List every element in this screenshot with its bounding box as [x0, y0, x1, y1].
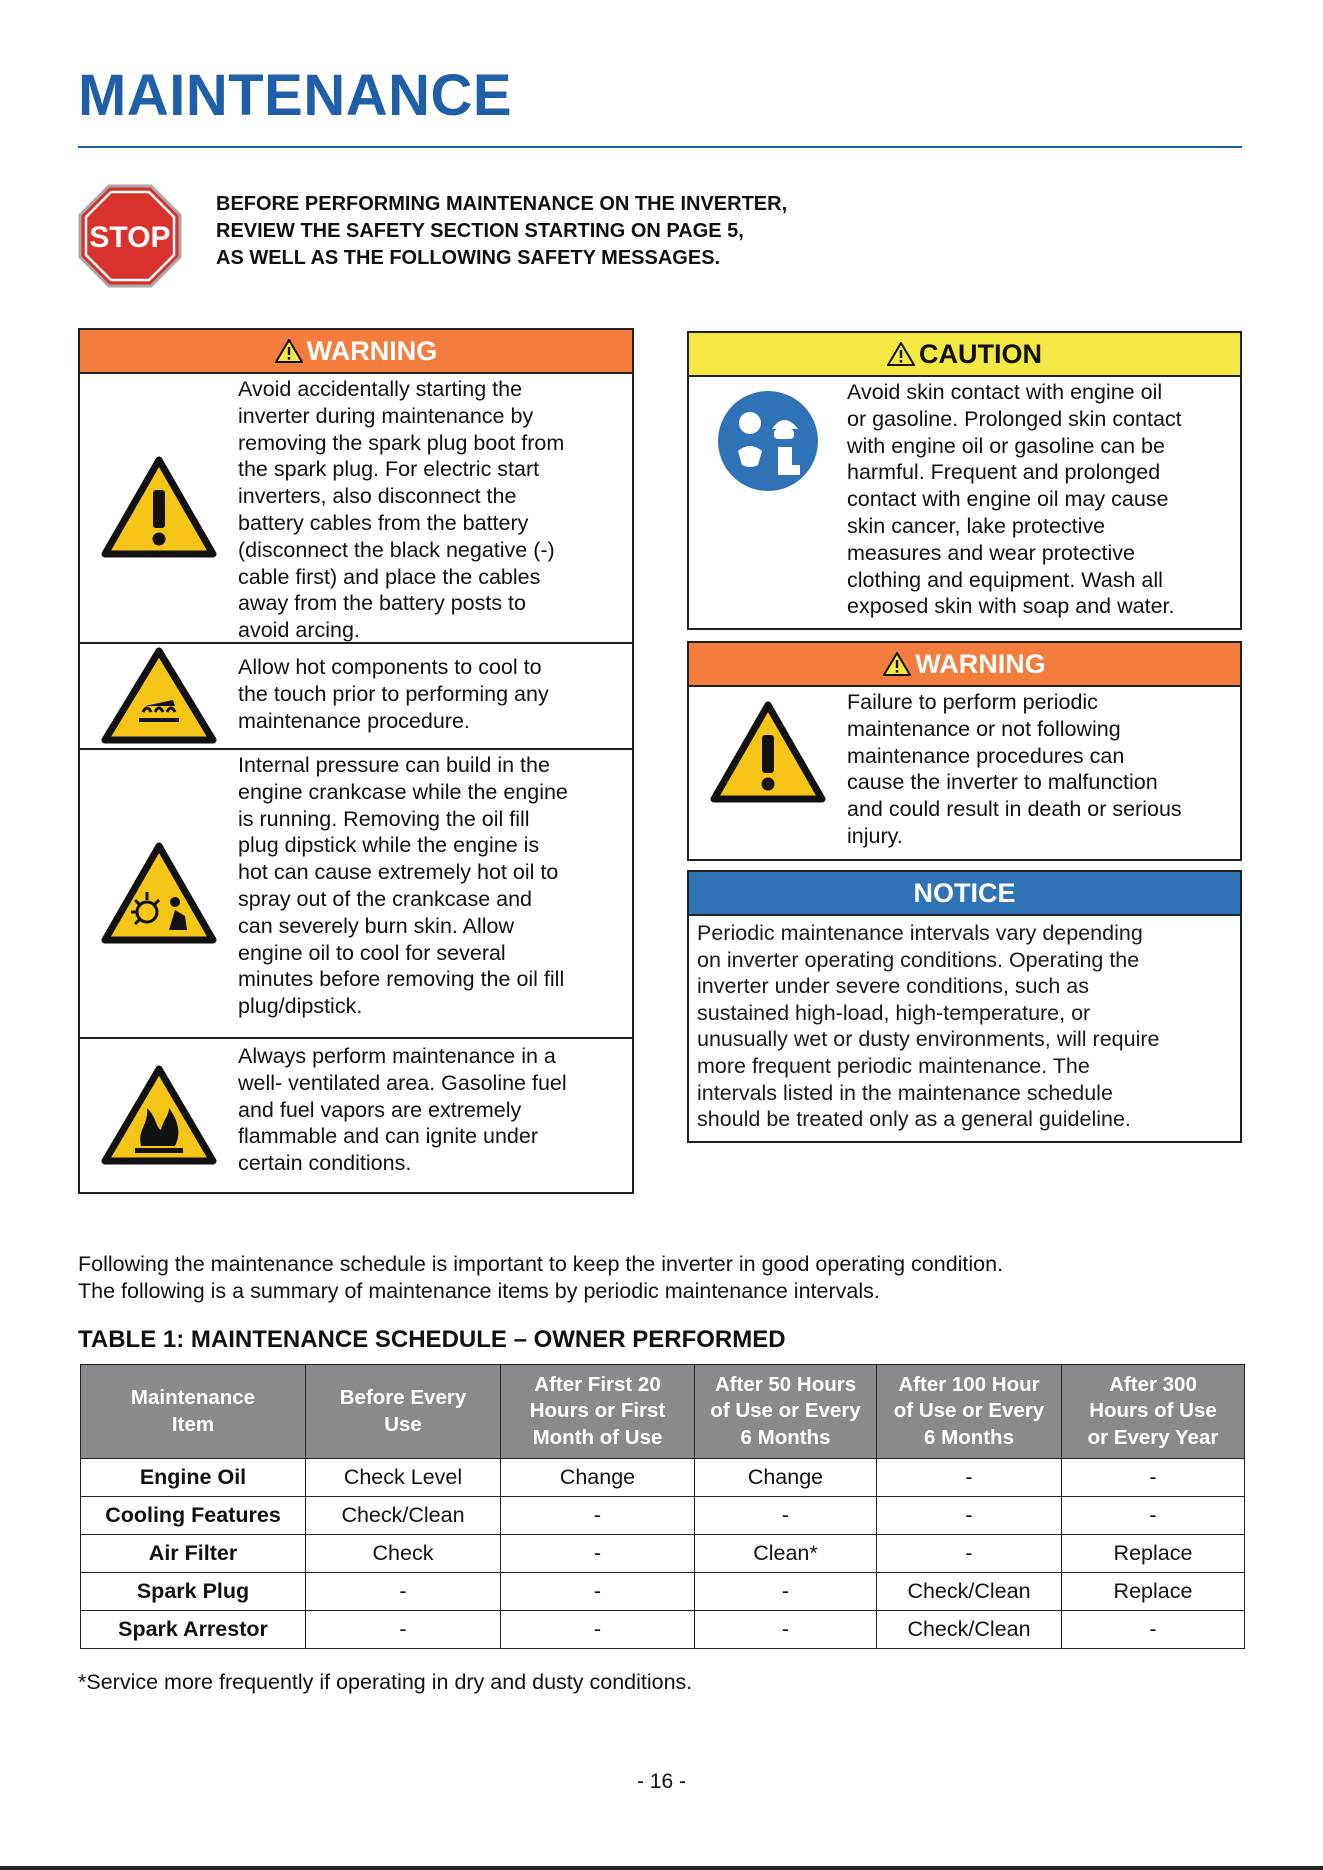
table-cell: -	[501, 1573, 695, 1611]
table-cell: Air Filter	[81, 1535, 306, 1573]
text-line: maintenance procedure.	[238, 708, 470, 733]
text-line: Avoid accidentally starting the	[238, 377, 523, 401]
column-header: After 50 Hours of Use or Every 6 Months	[695, 1365, 877, 1459]
warning-header-label: WARNING	[915, 648, 1046, 679]
table-cell: Clean*	[695, 1535, 877, 1573]
text-line: skin cancer, lake protective	[847, 513, 1106, 538]
text-line: contact with engine oil may cause	[847, 487, 1169, 512]
warning-triangle-icon	[275, 339, 303, 363]
text-line: clothing and equipment. Wash all	[847, 567, 1163, 592]
column-header: After 300 Hours of Use or Every Year	[1062, 1365, 1245, 1459]
text-line: Following the maintenance schedule is important to keep the inverter in good operating condition.	[78, 1252, 1004, 1276]
text-line: and fuel vapors are extremely	[238, 1097, 522, 1122]
table-cell: -	[695, 1611, 877, 1649]
hot-surface-icon	[99, 646, 219, 746]
bottom-divider	[0, 1866, 1323, 1870]
text-line: Allow hot components to cool to	[238, 655, 542, 679]
text-line: harmful. Frequent and prolonged	[847, 460, 1161, 485]
text-line: intervals listed in the maintenance schedule	[697, 1080, 1113, 1105]
table-cell: Check/Clean	[306, 1497, 501, 1535]
text-line: away from the battery posts to	[238, 591, 526, 616]
text-line: the spark plug. For electric start	[238, 457, 540, 482]
table-row	[81, 1497, 1245, 1535]
warning-box-right	[687, 641, 1242, 861]
text-line: more frequent periodic maintenance. The	[697, 1053, 1090, 1078]
explosion-pressure-icon	[99, 840, 219, 948]
text-line: hot can cause extremely hot oil to	[238, 860, 559, 885]
warning-triangle-icon	[883, 652, 911, 676]
table-cell: -	[306, 1573, 501, 1611]
text-line: avoid arcing.	[238, 618, 360, 643]
text-line: or gasoline. Prolonged skin contact	[847, 406, 1182, 431]
table-cell: Check/Clean	[877, 1611, 1062, 1649]
text-line: plug/dipstick.	[238, 994, 363, 1019]
column-header: Maintenance Item	[81, 1365, 306, 1459]
exclamation-warning-icon	[708, 699, 828, 807]
intro-line: BEFORE PERFORMING MAINTENANCE ON THE INVERTER,	[216, 193, 788, 215]
warning-row-flammable	[80, 1039, 632, 1192]
text-line: engine crankcase while the engine	[238, 779, 568, 804]
table-cell: -	[695, 1573, 877, 1611]
table-header-row	[81, 1365, 1245, 1459]
warning-row-start	[80, 374, 632, 644]
text-line: flammable and can ignite under	[238, 1124, 538, 1149]
title-divider	[78, 146, 1242, 148]
exclamation-warning-icon	[99, 454, 219, 562]
column-header: After 100 Hour of Use or Every 6 Months	[877, 1365, 1062, 1459]
text-line: battery cables from the battery	[238, 510, 529, 535]
text-line: should be treated only as a general guideline.	[697, 1107, 1131, 1132]
table-cell: Check/Clean	[877, 1573, 1062, 1611]
table-cell: Change	[695, 1459, 877, 1497]
text-line: with engine oil or gasoline can be	[847, 433, 1165, 458]
text-line: inverter during maintenance by	[238, 403, 534, 428]
text-line: minutes before removing the oil fill	[238, 967, 565, 992]
table-cell: Cooling Features	[81, 1497, 306, 1535]
text-line: plug dipstick while the engine is	[238, 833, 540, 858]
stop-sign-label: STOP	[89, 221, 171, 254]
text-line: Periodic maintenance intervals vary depending	[697, 921, 1143, 945]
table-cell: Spark Plug	[81, 1573, 306, 1611]
text-line: cause the inverter to malfunction	[847, 770, 1158, 795]
notice-header	[689, 872, 1240, 916]
text-line: and could result in death or serious	[847, 797, 1182, 822]
notice-box	[687, 870, 1242, 1143]
text-line: is running. Removing the oil fill	[238, 806, 530, 831]
table-cell: -	[695, 1497, 877, 1535]
page-title: MAINTENANCE	[78, 63, 513, 128]
table-title: TABLE 1: MAINTENANCE SCHEDULE – OWNER PERFORMED	[78, 1326, 786, 1353]
notice-header-label: NOTICE	[913, 877, 1016, 908]
table-row	[81, 1535, 1245, 1573]
table-row	[81, 1573, 1245, 1611]
table-row	[81, 1611, 1245, 1649]
text-line: exposed skin with soap and water.	[847, 594, 1175, 619]
warning-header	[80, 330, 632, 374]
text-line: Always perform maintenance in a	[238, 1044, 556, 1068]
safety-intro	[216, 191, 1016, 272]
table-cell: -	[877, 1535, 1062, 1573]
column-header: Before Every Use	[306, 1365, 501, 1459]
warning-triangle-icon	[887, 342, 915, 366]
warning-header	[689, 643, 1240, 687]
intro-line: REVIEW THE SAFETY SECTION STARTING ON PAGE 5,	[216, 220, 744, 242]
text-line: removing the spark plug boot from	[238, 430, 565, 455]
text-line: can severely burn skin. Allow	[238, 913, 515, 938]
text-line: engine oil to cool for several	[238, 940, 506, 965]
table-cell: Change	[501, 1459, 695, 1497]
footnote: *Service more frequently if operating in dry and dusty conditions.	[78, 1670, 693, 1694]
table-cell: Check Level	[306, 1459, 501, 1497]
warning-row-pressure	[80, 750, 632, 1039]
flammable-icon	[99, 1064, 219, 1168]
table-cell: -	[501, 1497, 695, 1535]
text-line: Avoid skin contact with engine oil	[847, 380, 1163, 404]
warning-header-label: WARNING	[306, 335, 438, 366]
text-line: inverters, also disconnect the	[238, 484, 517, 509]
text-line: cable first) and place the cables	[238, 564, 541, 589]
maintenance-table	[80, 1364, 1245, 1649]
warning-row-hot	[80, 644, 632, 750]
table-cell: -	[501, 1611, 695, 1649]
text-line: maintenance procedures can	[847, 743, 1125, 768]
text-line: Internal pressure can build in the	[238, 753, 550, 777]
table-cell: -	[877, 1459, 1062, 1497]
table-row	[81, 1459, 1245, 1497]
text-line: (disconnect the black negative (-)	[238, 537, 555, 562]
table-cell: Check	[306, 1535, 501, 1573]
table-cell: -	[877, 1497, 1062, 1535]
table-cell: -	[1062, 1497, 1245, 1535]
warning-box-left	[78, 328, 634, 1194]
text-line: injury.	[847, 823, 903, 848]
text-line: on inverter operating conditions. Operating the	[697, 947, 1140, 972]
table-cell: -	[306, 1611, 501, 1649]
table-cell: -	[501, 1535, 695, 1573]
text-line: maintenance or not following	[847, 716, 1121, 741]
page-number: - 16 -	[636, 1770, 686, 1793]
table-cell: Replace	[1062, 1535, 1245, 1573]
table-cell: -	[1062, 1459, 1245, 1497]
table-cell: -	[1062, 1611, 1245, 1649]
text-line: well- ventilated area. Gasoline fuel	[238, 1070, 567, 1095]
table-cell: Spark Arrestor	[81, 1611, 306, 1649]
intro-line: AS WELL AS THE FOLLOWING SAFETY MESSAGES.	[216, 247, 721, 269]
column-header: After First 20 Hours or First Month of Use	[501, 1365, 695, 1459]
text-line: The following is a summary of maintenance items by periodic maintenance intervals.	[78, 1279, 880, 1303]
text-line: Failure to perform periodic	[847, 690, 1098, 714]
caution-box	[687, 331, 1242, 630]
text-line: measures and wear protective	[847, 540, 1136, 565]
stop-sign-icon	[78, 184, 182, 288]
text-line: unusually wet or dusty environments, will require	[697, 1027, 1160, 1052]
text-line: the touch prior to performing any	[238, 681, 549, 706]
caution-header-label: CAUTION	[919, 338, 1042, 369]
schedule-intro	[78, 1251, 1003, 1305]
text-line: inverter under severe conditions, such as	[697, 974, 1089, 999]
table-cell: Engine Oil	[81, 1459, 306, 1497]
text-line: certain conditions.	[238, 1151, 412, 1176]
text-line: sustained high-load, high-temperature, or	[697, 1000, 1091, 1025]
table-cell: Replace	[1062, 1573, 1245, 1611]
caution-header	[689, 333, 1240, 377]
text-line: spray out of the crankcase and	[238, 886, 533, 911]
protective-equipment-icon	[716, 389, 820, 493]
